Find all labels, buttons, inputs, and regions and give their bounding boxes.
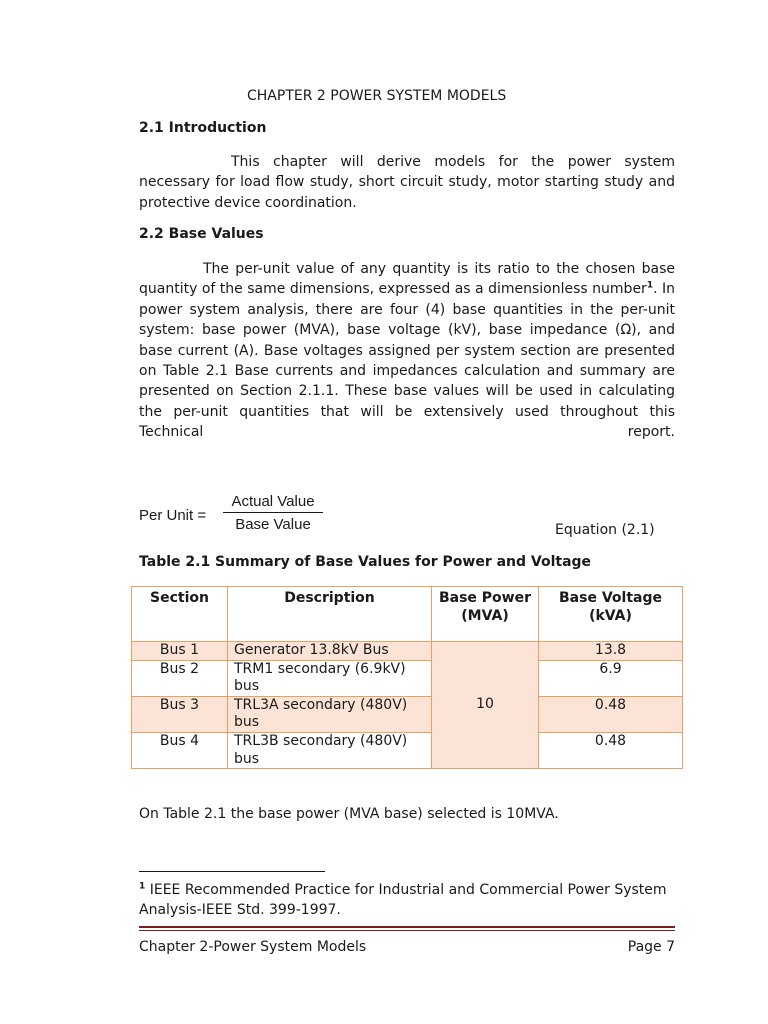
table-row [132,642,683,661]
table-note: On Table 2.1 the base power (MVA base) selected is 10MVA. [139,806,559,822]
footnote-reference[interactable]: 1 [646,280,654,291]
header-description: Description [228,587,432,642]
cell-description: TRL3B secondary (480V) bus [228,732,432,768]
equation-label: Equation (2.1) [555,522,655,538]
table-caption: Table 2.1 Summary of Base Values for Power and Voltage [139,554,592,570]
footer-page-number: Page 7 [627,939,675,955]
footnote-text: IEEE Recommended Practice for Industrial and Commercial Power System Analysis-IEEE Std. 399-1997. [139,882,667,918]
footer-chapter-name: Chapter 2-Power System Models [139,939,367,955]
footer-rule-thick [139,926,675,928]
footnote [139,880,675,920]
header-section: Section [132,587,228,642]
footnote-marker: 1 [139,881,146,892]
table-row [132,660,683,696]
cell-base-voltage: 0.48 [539,732,683,768]
cell-description: TRL3A secondary (480V) bus [228,696,432,732]
section-heading-base-values: 2.2 Base Values [139,226,264,242]
cell-section: Bus 4 [132,732,228,768]
formula-denominator: Base Value [235,516,311,533]
base-values-text-part2: . In power system analysis, there are four (4) base quantities in the per-unit system: base power (MVA), base voltage (kV), base impedance (Ω), and base current (A). Base voltages assigned per system section are presented on Table 2.1 Base currents and impedances calculation and summary are presented on Section 2.1.1. These base values will be used in calculating the per-unit quantities that will be extensively used throughout this Technical report. [139,281,675,441]
base-values-text-part1: The per-unit value of any quantity is its ratio to the chosen base quantity of the same dimensions, expressed as a dimensionless number [139,261,675,298]
cell-base-voltage: 13.8 [539,642,683,661]
formula-lhs: Per Unit = [139,507,207,524]
cell-section: Bus 3 [132,696,228,732]
cell-section: Bus 2 [132,660,228,696]
header-base-voltage: Base Voltage (kVA) [539,587,683,642]
cell-section: Bus 1 [132,642,228,661]
cell-description: TRM1 secondary (6.9kV) bus [228,660,432,696]
base-values-paragraph [139,259,675,443]
formula-numerator: Actual Value [231,493,315,510]
table-row [132,732,683,768]
formula-fraction [223,493,323,533]
table-header-row [132,587,683,642]
table-row [132,696,683,732]
section-heading-introduction: 2.1 Introduction [139,120,267,136]
header-base-power: Base Power (MVA) [432,587,539,642]
base-values-table [131,586,683,769]
cell-description: Generator 13.8kV Bus [228,642,432,661]
chapter-title: CHAPTER 2 POWER SYSTEM MODELS [247,88,507,104]
footnote-separator [139,871,325,872]
cell-base-voltage: 6.9 [539,660,683,696]
footer-rule-thin [139,930,675,931]
cell-base-voltage: 0.48 [539,696,683,732]
intro-paragraph: This chapter will derive models for the power system necessary for load flow study, short circuit study, motor starting study and protective device coordination. [139,154,675,211]
cell-base-power: 10 [432,642,539,769]
